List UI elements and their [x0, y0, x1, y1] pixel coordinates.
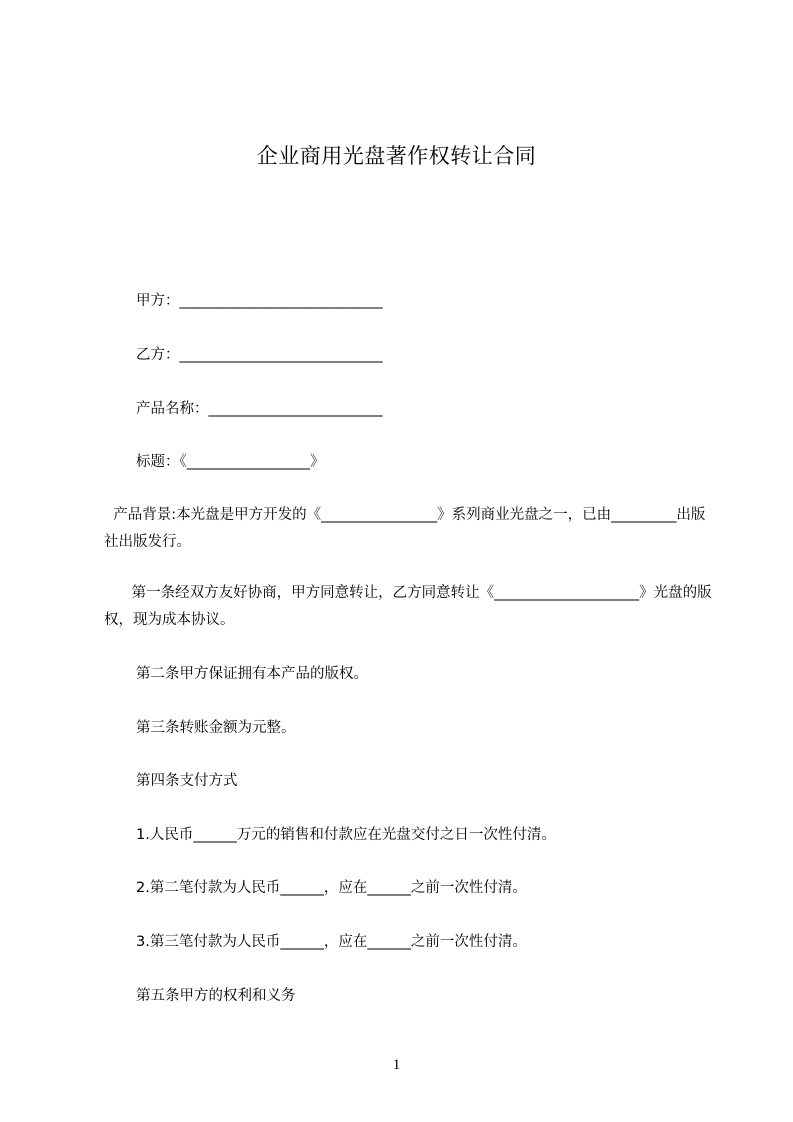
payment-item-2: 2.第二笔付款为人民币______，应在______之前一次性付清。 [136, 880, 527, 896]
article-2-line: 第二条甲方保证拥有本产品的版权。 [136, 666, 368, 682]
payment-item-1: 1.人民币______万元的销售和付款应在光盘交付之日一次性付清。 [136, 827, 556, 843]
party-b-line: 乙方：____________________________ [136, 347, 383, 363]
payment-item-3: 3.第三笔付款为人民币______，应在______之前一次性付清。 [136, 934, 527, 950]
article-3-line: 第三条转账金额为元整。 [136, 720, 296, 736]
party-a-line: 甲方：____________________________ [136, 293, 383, 309]
product-name-line: 产品名称：________________________ [136, 401, 383, 417]
heading-line: 标题：《_________________》 [136, 454, 325, 470]
page-number: 1 [392, 1057, 401, 1073]
article-5-heading: 第五条甲方的权利和义务 [136, 988, 296, 1004]
product-background-paragraph: 产品背景:本光盘是甲方开发的《________________》系列商业光盘之一，已由_________出版社出版发行。 [104, 507, 706, 550]
article-4-heading: 第四条支付方式 [136, 773, 238, 789]
document-title: 企业商用光盘著作权转让合同 [256, 144, 537, 168]
article-1-paragraph: 第一条经双方友好协商，甲方同意转让，乙方同意转让《____________________》光盘的版权，现为成本协议。 [104, 585, 712, 628]
